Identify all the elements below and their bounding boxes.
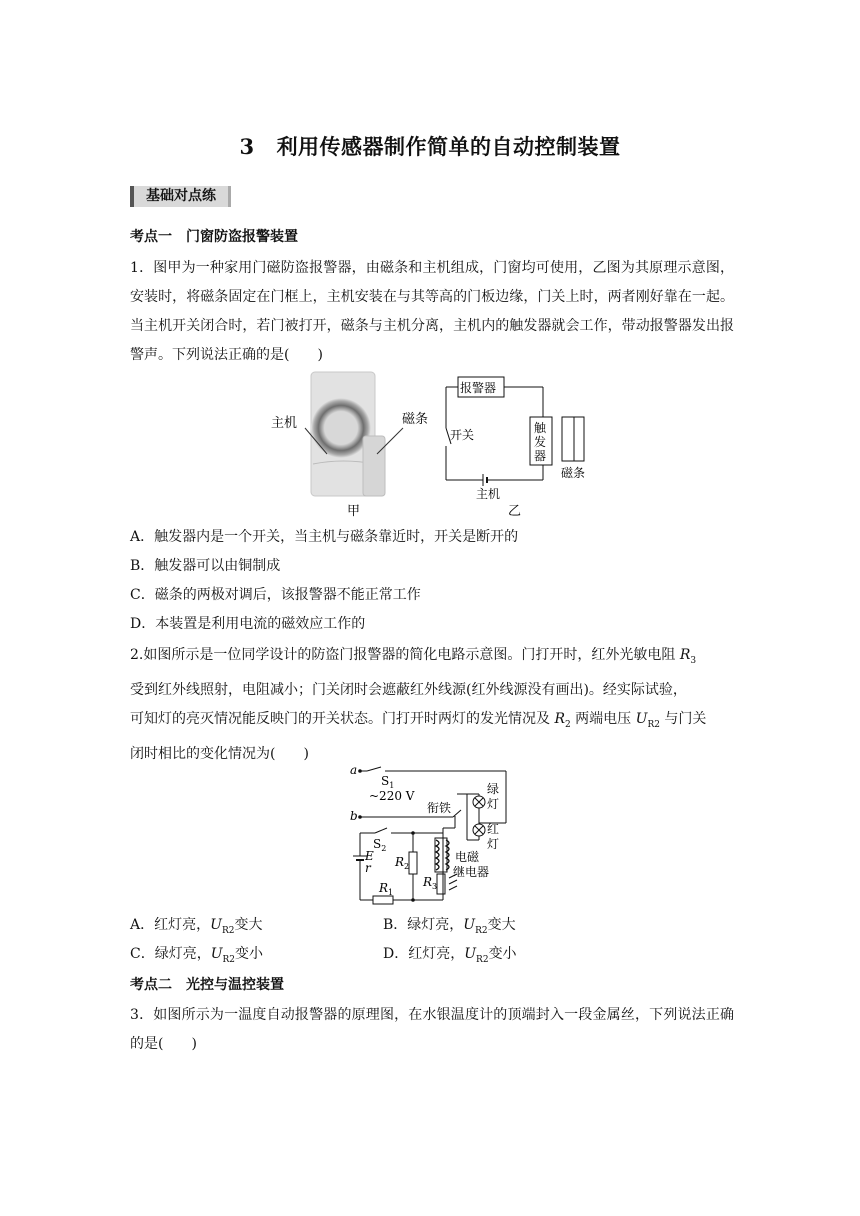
magnet-strip-n [562, 417, 574, 461]
label-voltage: ~220 V [369, 789, 415, 803]
figure-yi [440, 370, 600, 520]
label-armature: 衔铁 [427, 801, 452, 815]
label-R1: $R_1$ [379, 881, 394, 897]
host-ring [311, 398, 371, 458]
label-chu: 触 [534, 421, 547, 435]
label-R3: $R_3$ [423, 875, 438, 891]
magnet-strip-s [574, 417, 584, 461]
caption-jia: 甲 [347, 504, 361, 519]
label-r: r [365, 861, 371, 875]
caption-yi: 乙 [508, 504, 522, 519]
label-a: a [350, 763, 358, 777]
figure-q2-circuit [345, 760, 515, 908]
lesson-title: 利用传感器制作简单的自动控制装置 [276, 134, 621, 159]
label-host-2: 主机 [476, 487, 501, 501]
label-lamp-2: 灯 [487, 837, 500, 851]
label-magnet-2: 磁条 [561, 466, 586, 480]
q2-line-1: 2.如图所示是一位同学设计的防盗门报警器的简化电路示意图。门打开时，红外光敏电阻 $R_3$ [130, 647, 697, 666]
label-relay: 继电器 [453, 865, 490, 879]
label-red: 红 [487, 822, 500, 836]
q1-option-d: D．本装置是利用电流的磁效应工作的 [130, 616, 366, 632]
label-switch: 开关 [450, 428, 475, 442]
page-title [0, 131, 860, 161]
label-qi: 器 [534, 449, 547, 463]
q2-option-b: B．绿灯亮，$U_{R2}$变大 [383, 917, 516, 936]
label-green: 绿 [487, 782, 500, 796]
question-3-text: 3．如图所示为一温度自动报警器的原理图，在水银温度计的顶端封入一段金属丝，下列说法正确的是( ) [130, 1007, 734, 1052]
q1-option-a: A．触发器内是一个开关，当主机与磁条靠近时，开关是断开的 [130, 529, 519, 545]
label-alarm: 报警器 [460, 381, 497, 395]
q2-option-a: A．红灯亮，$U_{R2}$变大 [130, 917, 263, 936]
section-badge: 基础对点练 [130, 186, 231, 207]
q2-line-3: 可知灯的亮灭情况能反映门的开关状态。门打开时两灯的发光情况及 $R_2$ 两端电压 $U_{R2}$ 与门关 [130, 710, 707, 730]
q2-line-4: 闭时相比的变化情况为( ) [130, 745, 309, 762]
section-heading-two: 考点二 光控与温控装置 [130, 977, 284, 993]
label-fa: 发 [534, 435, 547, 449]
q1-option-b: B．触发器可以由铜制成 [130, 558, 281, 574]
label-host: 主机 [271, 416, 298, 431]
label-s1: $S_1$ [381, 774, 395, 790]
lesson-number: 3 [239, 134, 255, 159]
label-s2: $S_2$ [373, 837, 387, 853]
q1-option-c: C．磁条的两极对调后，该报警器不能正常工作 [130, 587, 421, 603]
label-b: b [350, 809, 358, 823]
label-R2: $R_2$ [395, 855, 410, 871]
q2-line-2: 受到红外线照射，电阻减小；门关闭时会遮蔽红外线源(红外线源没有画出)。经实际试验， [130, 681, 687, 698]
label-lamp-1: 灯 [487, 797, 500, 811]
question-2-text [130, 641, 734, 769]
label-magnet: 磁条 [402, 412, 429, 427]
q2-option-c: C．绿灯亮，$U_{R2}$变小 [130, 946, 264, 965]
question-1-text: 1．图甲为一种家用门磁防盗报警器，由磁条和主机组成，门窗均可使用，乙图为其原理示意图，安装时，将磁条固定在门框上，主机安装在与其等高的门板边缘，门关上时，两者刚好靠在一起。当主机开关闭合时，若门被打开，磁条与主机分离，主机内的触发器就会工作，带动报警器发出报警声。下列说法正确的是( ) [130, 260, 734, 363]
q2-option-d: D．红灯亮，$U_{R2}$变小 [383, 946, 517, 965]
section-heading-one: 考点一 门窗防盗报警装置 [130, 229, 298, 245]
label-electromagnet: 电磁 [455, 850, 480, 864]
magnet-strip-photo [363, 436, 385, 496]
figure-jia [265, 370, 450, 520]
label-E: E [365, 849, 374, 863]
